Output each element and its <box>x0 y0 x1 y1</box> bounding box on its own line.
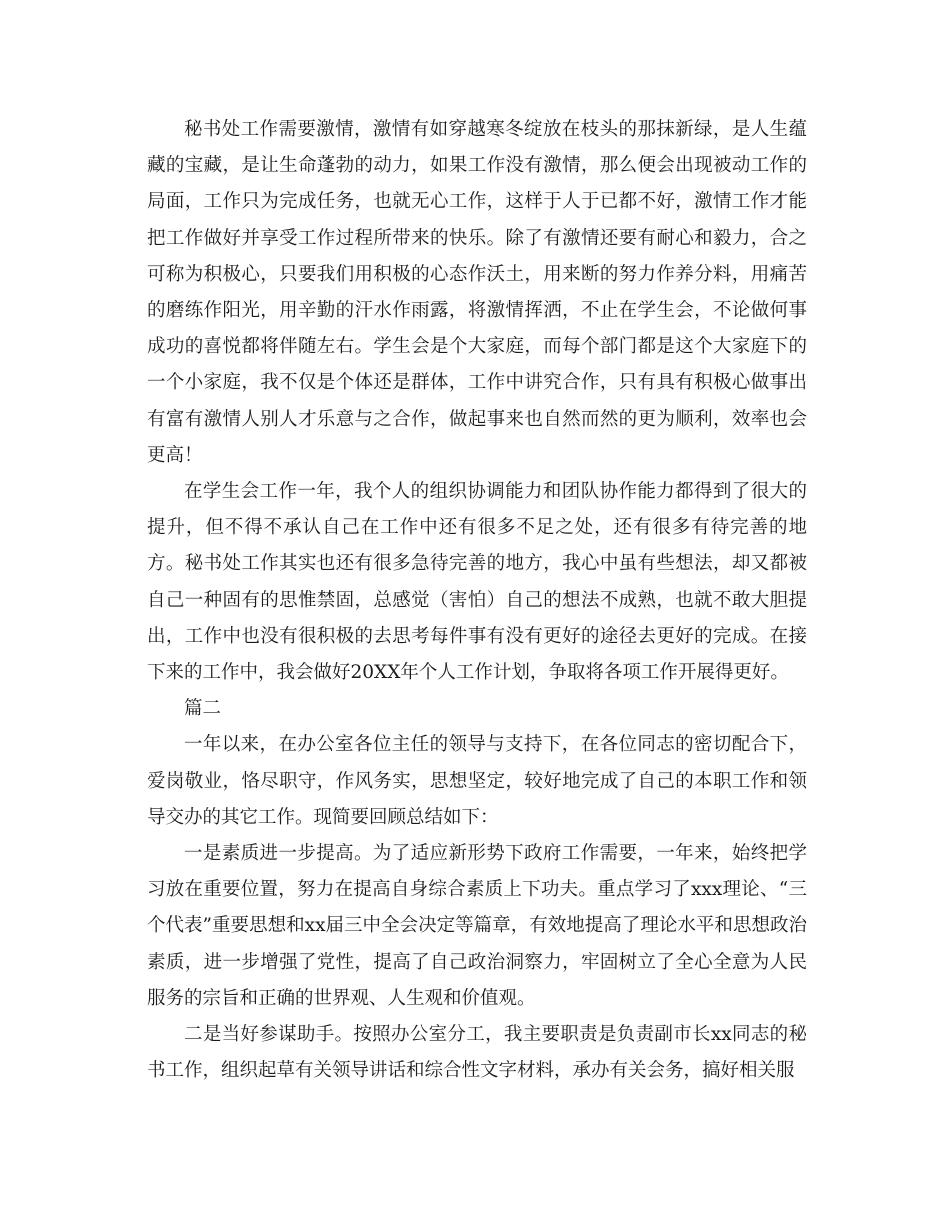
paragraph-summary-intro: 一年以来，在办公室各位主任的领导与支持下，在各位同志的密切配合下，爱岗敬业，恪尽职守，作风务实，思想坚定，较好地完成了自己的本职工作和领导交办的其它工作。现简要回顾总结如下： <box>147 734 807 828</box>
paragraph-quality: 一是素质进一步提高。为了适应新形势下政府工作需要，一年来，始终把学习放在重要位置，努力在提高自身综合素质上下功夫。重点学习了xxx理论、“三个代表”重要思想和xx届三中全会决定等篇章，有效地提高了理论水平和思想政治素质，进一步增强了党性，提高了自己政治洞察力，牢固树立了全心全意为人民服务的宗旨和正确的世界观、人生观和价值观。 <box>147 843 807 1009</box>
section-heading: 篇二 <box>184 698 222 720</box>
paragraph-passion: 秘书处工作需要激情，激情有如穿越寒冬绽放在枝头的那抹新绿，是人生蕴藏的宝藏，是让生命蓬勃的动力，如果工作没有激情，那么便会出现被动工作的局面，工作只为完成任务，也就无心工作，这样于人于已都不好，激情工作才能把工作做好并享受工作过程所带来的快乐。除了有激情还要有耐心和毅力，合之可称为积极心，只要我们用积极的心态作沃土，用来断的努力作养分料，用痛苦的磨练作阳光，用辛勤的汗水作雨露，将激情挥洒，不止在学生会，不论做何事成功的喜悦都将伴随左右。学生会是个大家庭，而每个部门都是这个大家庭下的一个小家庭，我不仅是个体还是群体，工作中讲究合作，只有具有积极心做事出有富有激情人别人才乐意与之合作，做起事来也自然而然的更为顺利，效率也会更高！ <box>147 119 807 466</box>
document-body <box>147 112 807 1089</box>
paragraph-reflection: 在学生会工作一年，我个人的组织协调能力和团队协作能力都得到了很大的提升，但不得不承认自己在工作中还有很多不足之处，还有很多有待完善的地方。秘书处工作其实也还有很多急待完善的地方，我心中虽有些想法，却又都被自己一种固有的思惟禁固，总感觉（害怕）自己的想法不成熟，也就不敢大胆提出，工作中也没有很积极的去思考每件事有没有更好的途径去更好的完成。在接下来的工作中，我会做好20XX年个人工作计划，争取将各项工作开展得更好。 <box>147 481 807 684</box>
paragraph-assistant: 二是当好参谋助手。按照办公室分工，我主要职责是负责副市长xx同志的秘书工作，组织起草有关领导讲话和综合性文字材料，承办有关会务，搞好相关服 <box>147 1024 807 1082</box>
